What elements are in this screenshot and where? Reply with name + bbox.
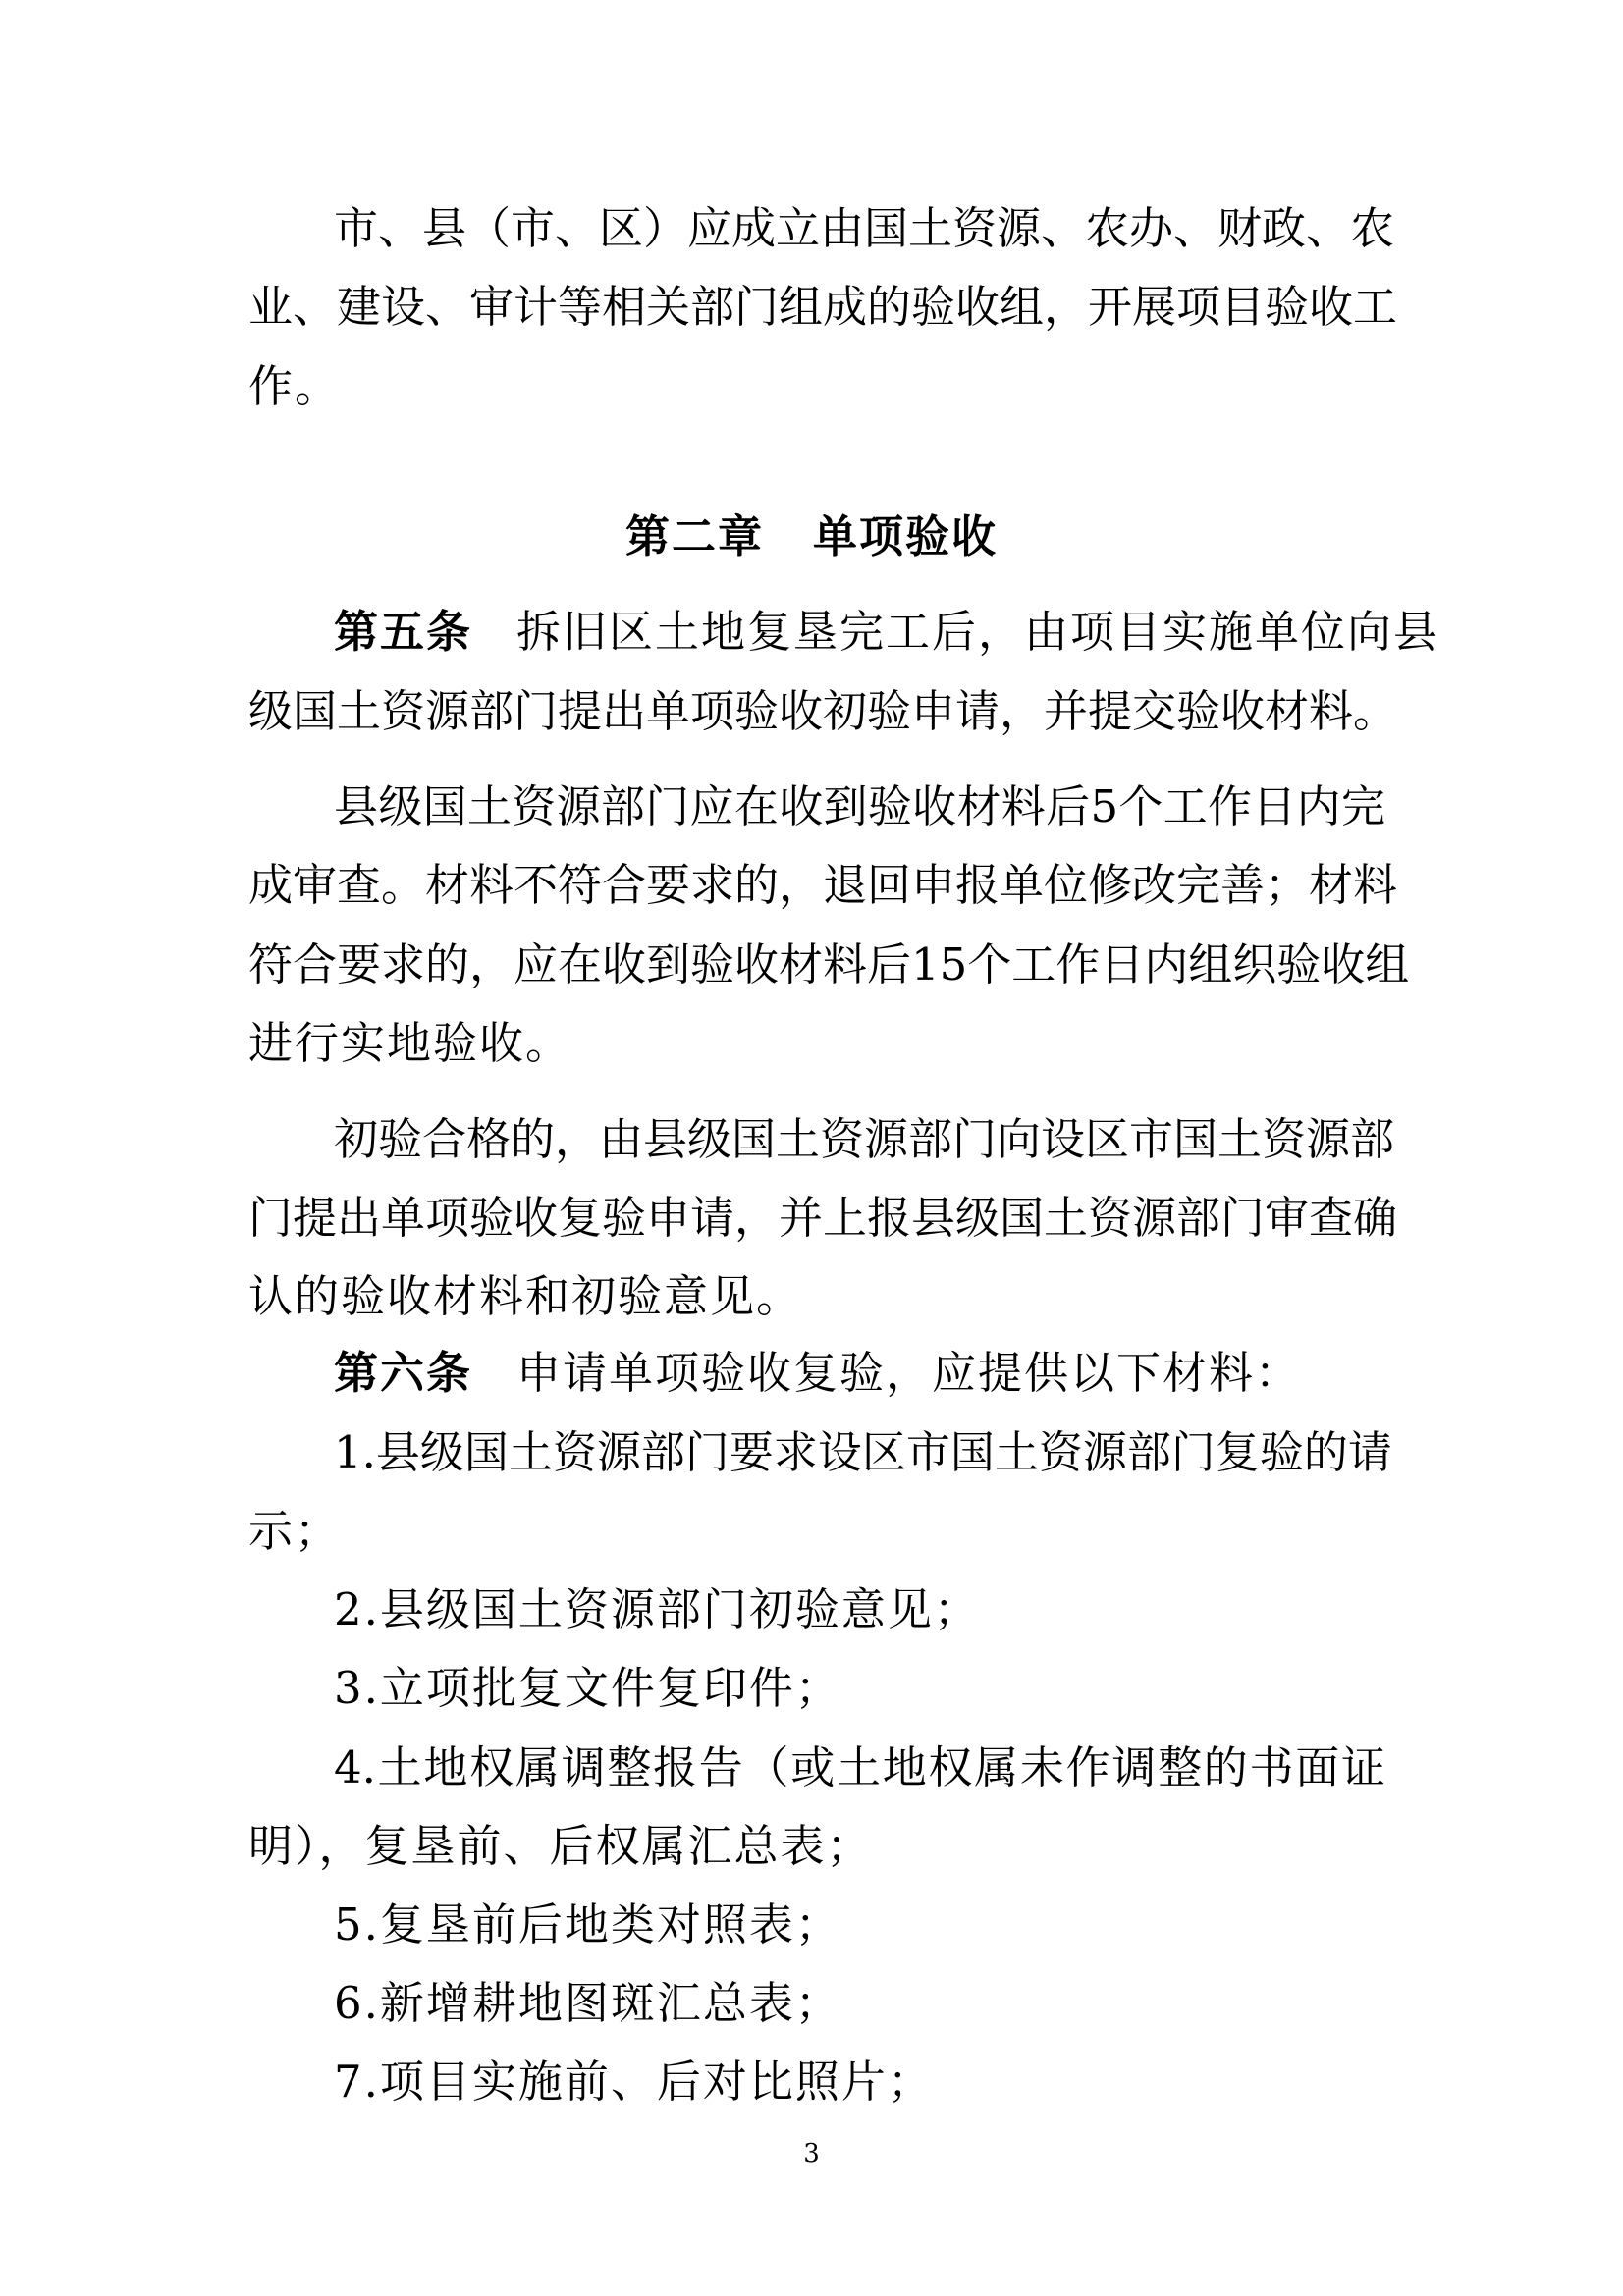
paragraph-line: 市、县（市、区）应成立由国土资源、农办、财政、农 [334,202,1395,254]
paragraph-line: 初验合格的，由县级国土资源部门向设区市国土资源部 [334,1113,1395,1165]
paragraph-line: 门提出单项验收复验申请，并上报县级国土资源部门审查确 [248,1192,1398,1244]
list-item: 2.县级国土资源部门初验意见； [334,1583,980,1635]
list-item: 5.复垦前后地类对照表； [334,1898,841,1950]
paragraph-line: 县级国土资源部门应在收到验收材料后5个工作日内完 [334,780,1385,832]
article-6-first-line [334,1344,1301,1403]
paragraph-line: 业、建设、审计等相关部门组成的验收组，开展项目验收工 [248,281,1398,333]
chapter-heading [0,507,1623,566]
article-5-first-line [334,603,1440,662]
article-text: 申请单项验收复验，应提供以下材料： [516,1347,1302,1399]
list-item: 4.土地权属调整报告（或土地权属未作调整的书面证 [334,1741,1385,1793]
article-label: 第六条 [334,1347,473,1399]
paragraph-line: 级国土资源部门提出单项验收初验申请，并提交验收材料。 [248,685,1398,737]
list-item-continuation: 示； [248,1505,342,1557]
list-item: 1.县级国土资源部门要求设区市国土资源部门复验的请 [334,1426,1392,1478]
paragraph-line: 成审查。材料不符合要求的，退回申报单位修改完善；材料 [248,859,1398,911]
article-text: 拆旧区土地复垦完工后，由项目实施单位向县 [516,606,1440,658]
list-item: 6.新增耕地图斑汇总表； [334,1977,841,2029]
page-number: 3 [803,2139,820,2168]
paragraph-line: 作。 [248,360,342,412]
list-item-continuation: 明），复垦前、后权属汇总表； [248,1820,873,1872]
article-label: 第五条 [334,606,473,658]
paragraph-line: 认的验收材料和初验意见。 [248,1270,803,1322]
list-item: 3.立项批复文件复印件； [334,1662,841,1714]
list-item: 7.项目实施前、后对比照片； [334,2056,934,2108]
paragraph-line: 进行实地验收。 [248,1017,572,1069]
chapter-title: 单项验收 [813,510,999,562]
chapter-number: 第二章 [624,510,764,562]
paragraph-line: 符合要求的，应在收到验收材料后15个工作日内组织验收组 [248,938,1410,990]
